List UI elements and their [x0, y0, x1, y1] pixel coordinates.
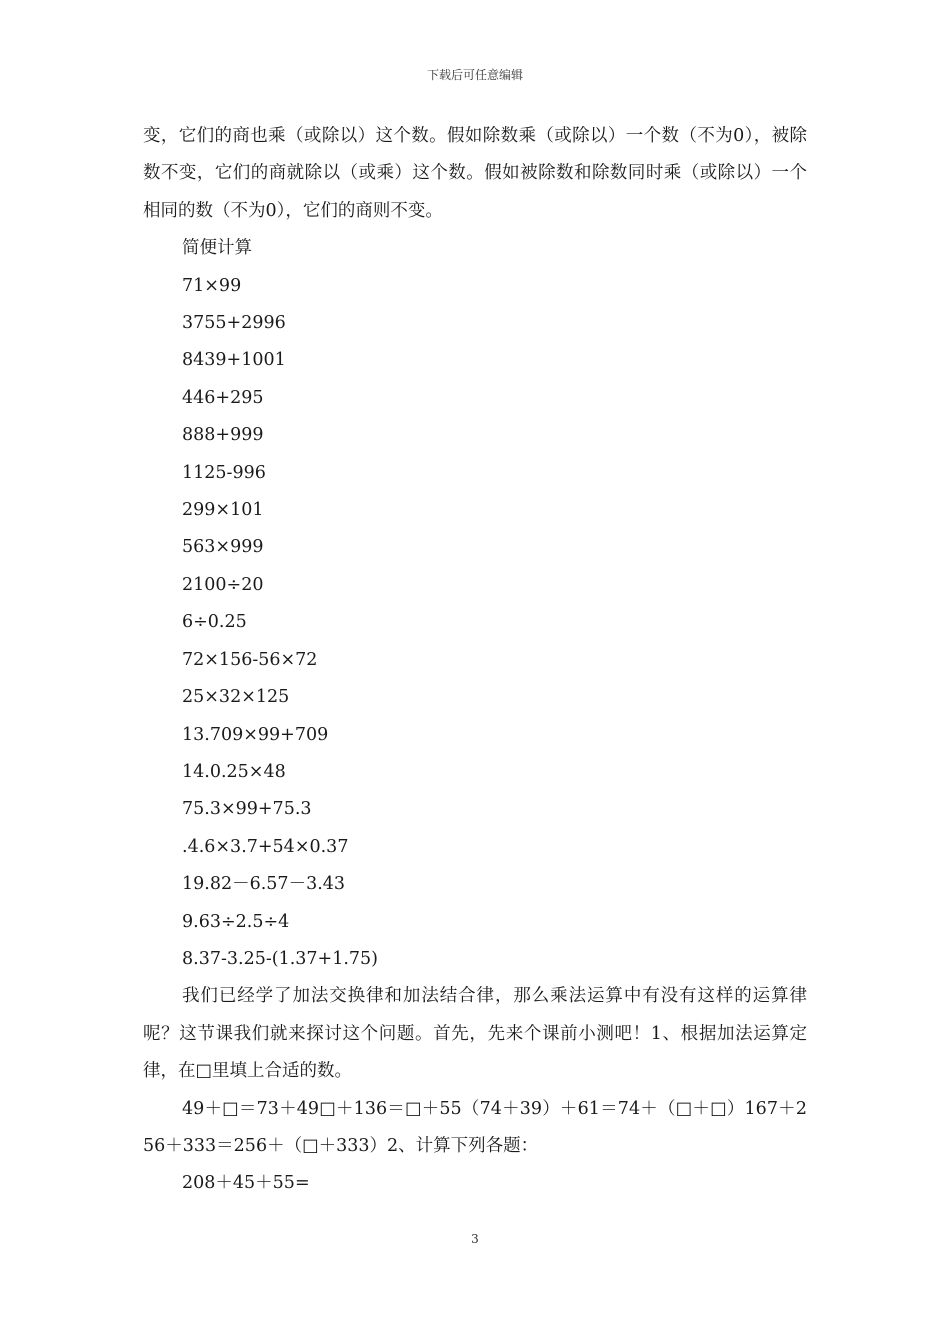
paragraph-intro-multiplication-laws: 我们已经学了加法交换律和加法结合律，那么乘法运算中有没有这样的运算律呢？这节课我们就来探讨这个问题。首先，先来个课前小测吧！1、根据加法运算定律，在□里填上合适的数。 — [143, 986, 807, 1082]
exercise-item: 2100÷20 — [182, 574, 264, 595]
exercise-item: 72×156-56×72 — [182, 649, 318, 670]
page-header-note: 下载后可任意编辑 — [426, 68, 523, 82]
exercise-item: 299×101 — [182, 500, 264, 521]
exercise-item: 8439+1001 — [182, 350, 286, 371]
exercise-item: 3755+2996 — [182, 313, 286, 334]
paragraph-calculation: 208＋45＋55= — [182, 1173, 310, 1194]
exercise-item: 1125-996 — [182, 462, 266, 483]
exercise-item: 8.37-3.25-(1.37+1.75) — [182, 948, 379, 969]
exercise-item: 9.63÷2.5÷4 — [182, 911, 290, 932]
section-title: 简便计算 — [182, 238, 252, 259]
exercise-list — [143, 268, 807, 979]
exercise-item: 13.709×99+709 — [182, 724, 329, 745]
exercise-item: 75.3×99+75.3 — [182, 799, 312, 820]
exercise-item: 888+999 — [182, 425, 264, 446]
exercise-item: 14.0.25×48 — [182, 761, 286, 782]
exercise-item: 19.82－6.57－3.43 — [182, 874, 346, 895]
document-body — [143, 118, 807, 1203]
exercise-item: 25×32×125 — [182, 687, 290, 708]
exercise-item: 563×999 — [182, 537, 264, 558]
exercise-item: 446+295 — [182, 387, 264, 408]
page-number: 3 — [471, 1232, 479, 1246]
paragraph-division-property: 变，它们的商也乘（或除以）这个数。假如除数乘（或除以）一个数（不为0），被除数不变，它们的商就除以（或乘）这个数。假如被除数和除数同时乘（或除以）一个相同的数（不为0），它们的商则不变。 — [143, 126, 807, 221]
exercise-item: 6÷0.25 — [182, 612, 247, 633]
exercise-item: .4.6×3.7+54×0.37 — [182, 836, 349, 857]
exercise-item: 71×99 — [182, 275, 242, 296]
paragraph-fill-in-blanks: 49＋□＝73＋49□＋136＝□＋55（74＋39）＋61＝74＋（□＋□）167＋256＋333＝256＋（□＋333）2、计算下列各题： — [143, 1098, 807, 1156]
